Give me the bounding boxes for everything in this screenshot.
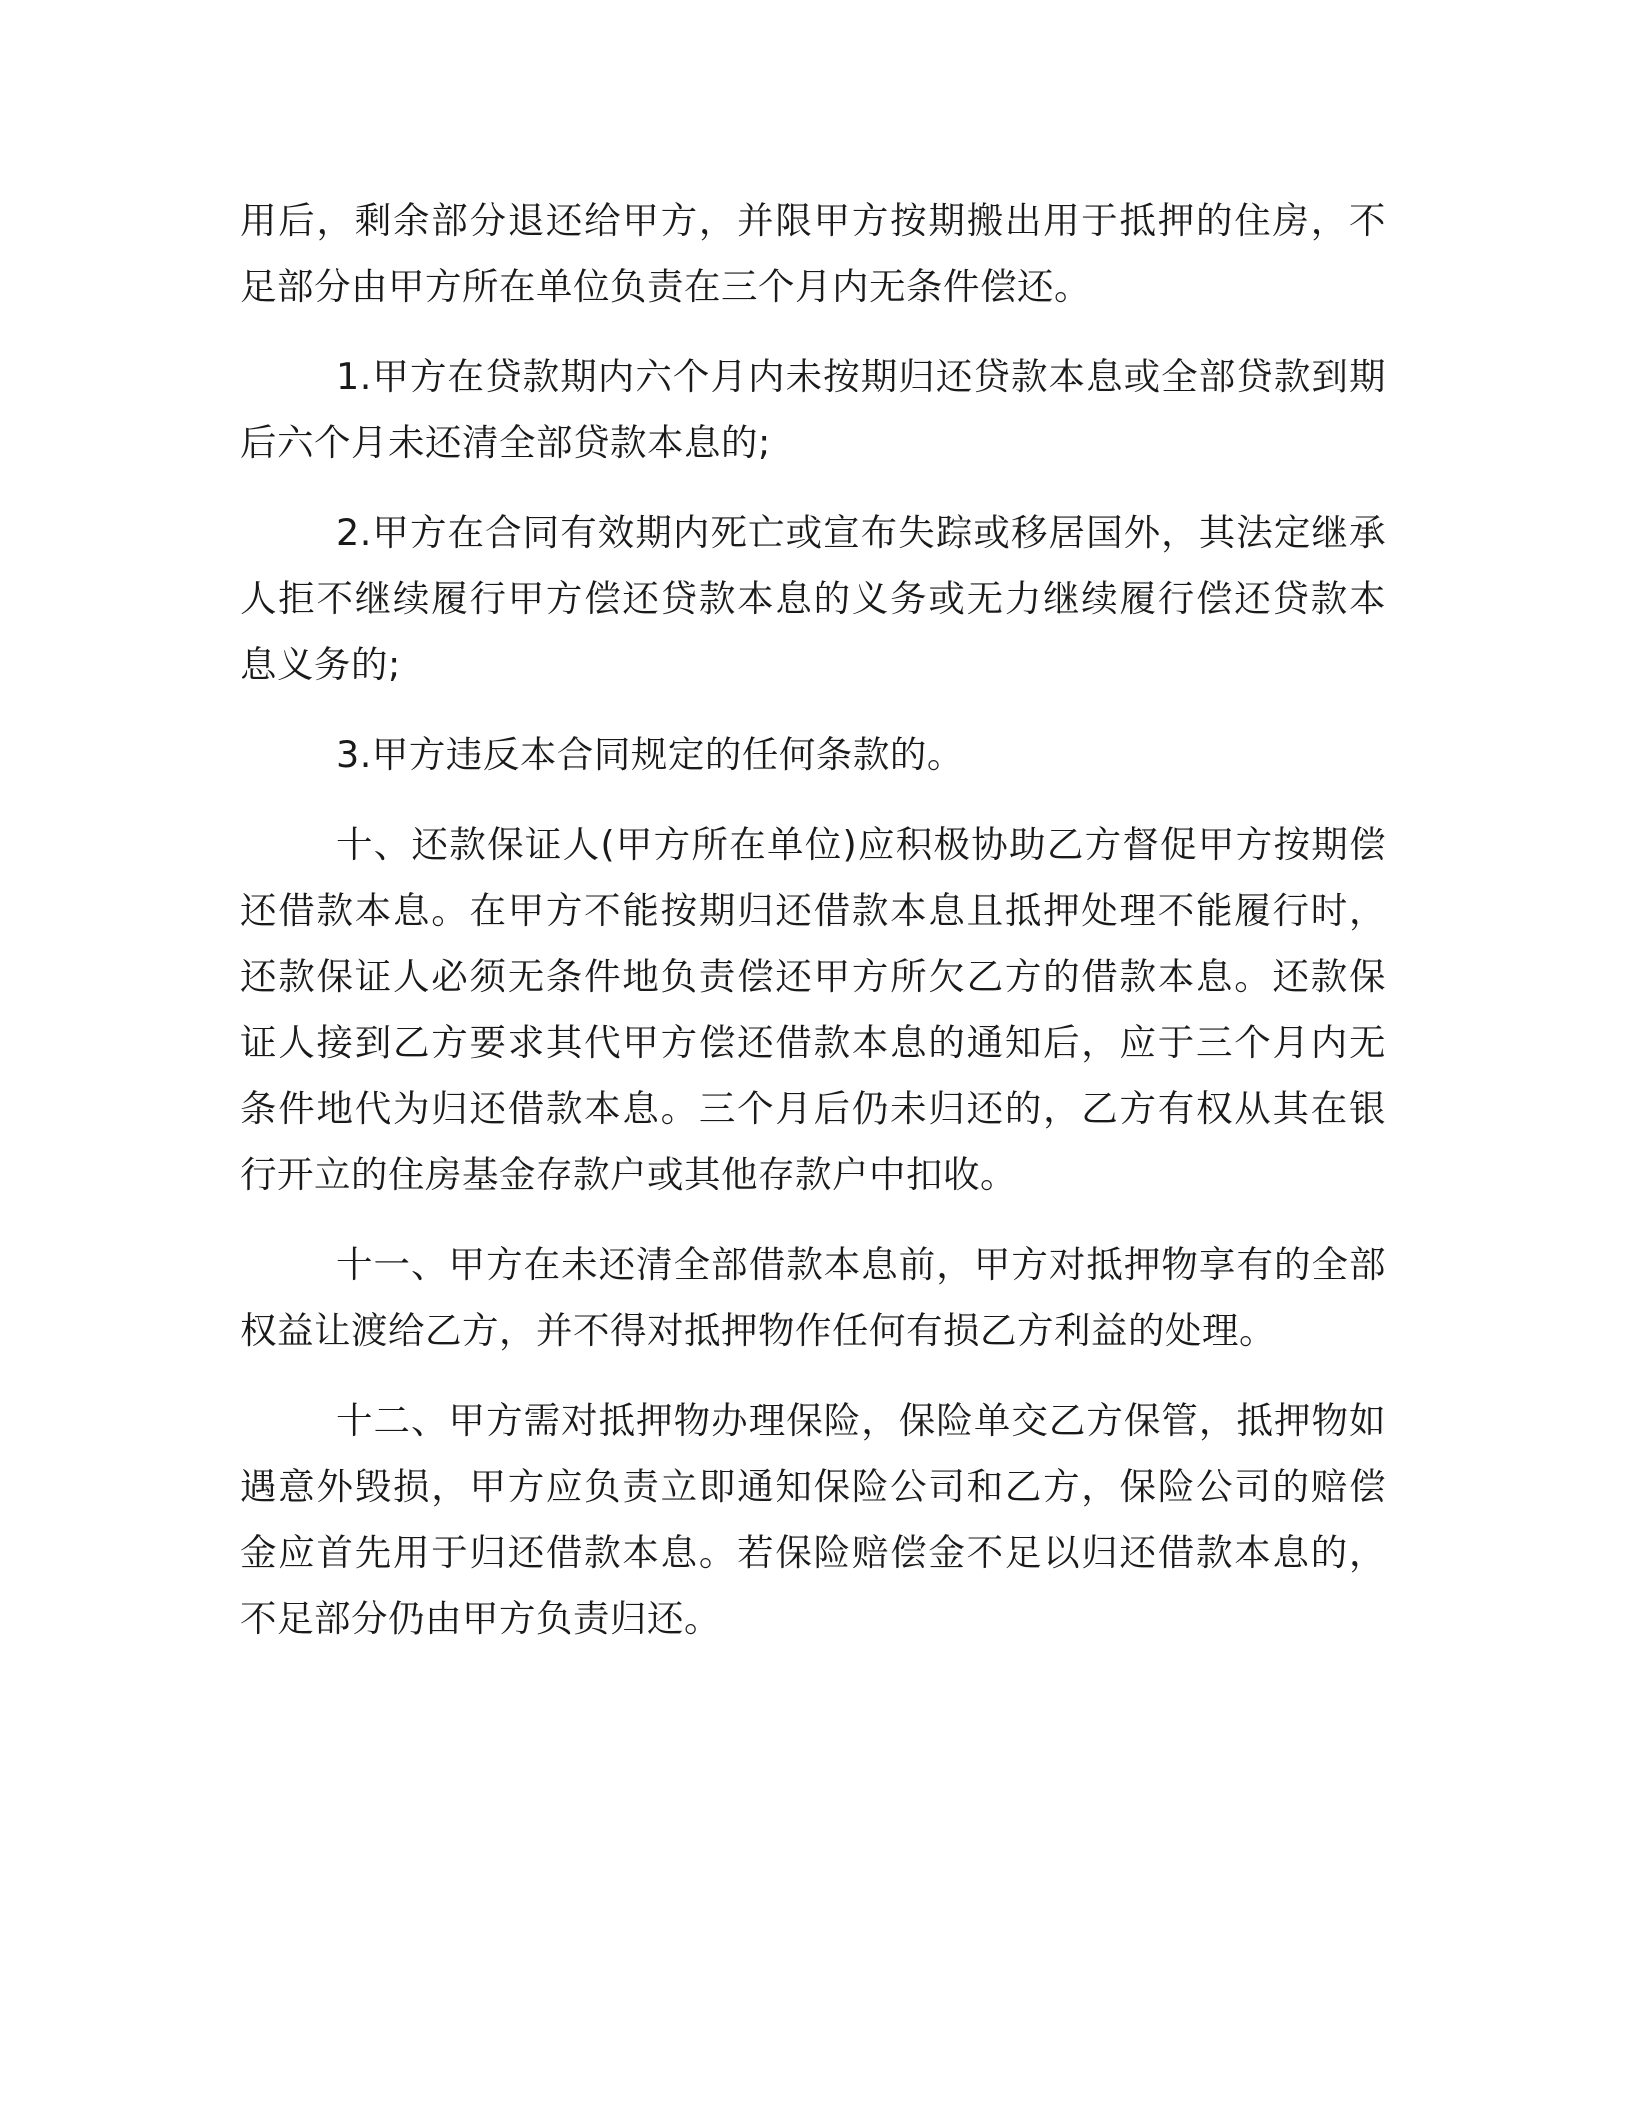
paragraph-clause-11: 十一、甲方在未还清全部借款本息前，甲方对抵押物享有的全部权益让渡给乙方，并不得对抵押物作任何有损乙方利益的处理。	[240, 1243, 1386, 1352]
document-body	[240, 188, 1386, 1676]
paragraph-clause-10: 十、还款保证人(甲方所在单位)应积极协助乙方督促甲方按期偿还借款本息。在甲方不能按期归还借款本息且抵押处理不能履行时，还款保证人必须无条件地负责偿还甲方所欠乙方的借款本息。还款保证人接到乙方要求其代甲方偿还借款本息的通知后，应于三个月内无条件地代为归还借款本息。三个月后仍未归还的，乙方有权从其在银行开立的住房基金存款户或其他存款户中扣收。	[240, 823, 1386, 1196]
paragraph-continuation: 用后，剩余部分退还给甲方，并限甲方按期搬出用于抵押的住房，不足部分由甲方所在单位负责在三个月内无条件偿还。	[240, 199, 1386, 308]
paragraph-item-1: 1.甲方在贷款期内六个月内未按期归还贷款本息或全部贷款到期后六个月未还清全部贷款本息的;	[240, 355, 1386, 464]
paragraph-item-3: 3.甲方违反本合同规定的任何条款的。	[336, 733, 964, 776]
paragraph-clause-12: 十二、甲方需对抵押物办理保险，保险单交乙方保管，抵押物如遇意外毁损，甲方应负责立即通知保险公司和乙方，保险公司的赔偿金应首先用于归还借款本息。若保险赔偿金不足以归还借款本息的，不足部分仍由甲方负责归还。	[240, 1399, 1386, 1640]
paragraph-item-2: 2.甲方在合同有效期内死亡或宣布失踪或移居国外，其法定继承人拒不继续履行甲方偿还贷款本息的义务或无力继续履行偿还贷款本息义务的;	[240, 511, 1386, 686]
